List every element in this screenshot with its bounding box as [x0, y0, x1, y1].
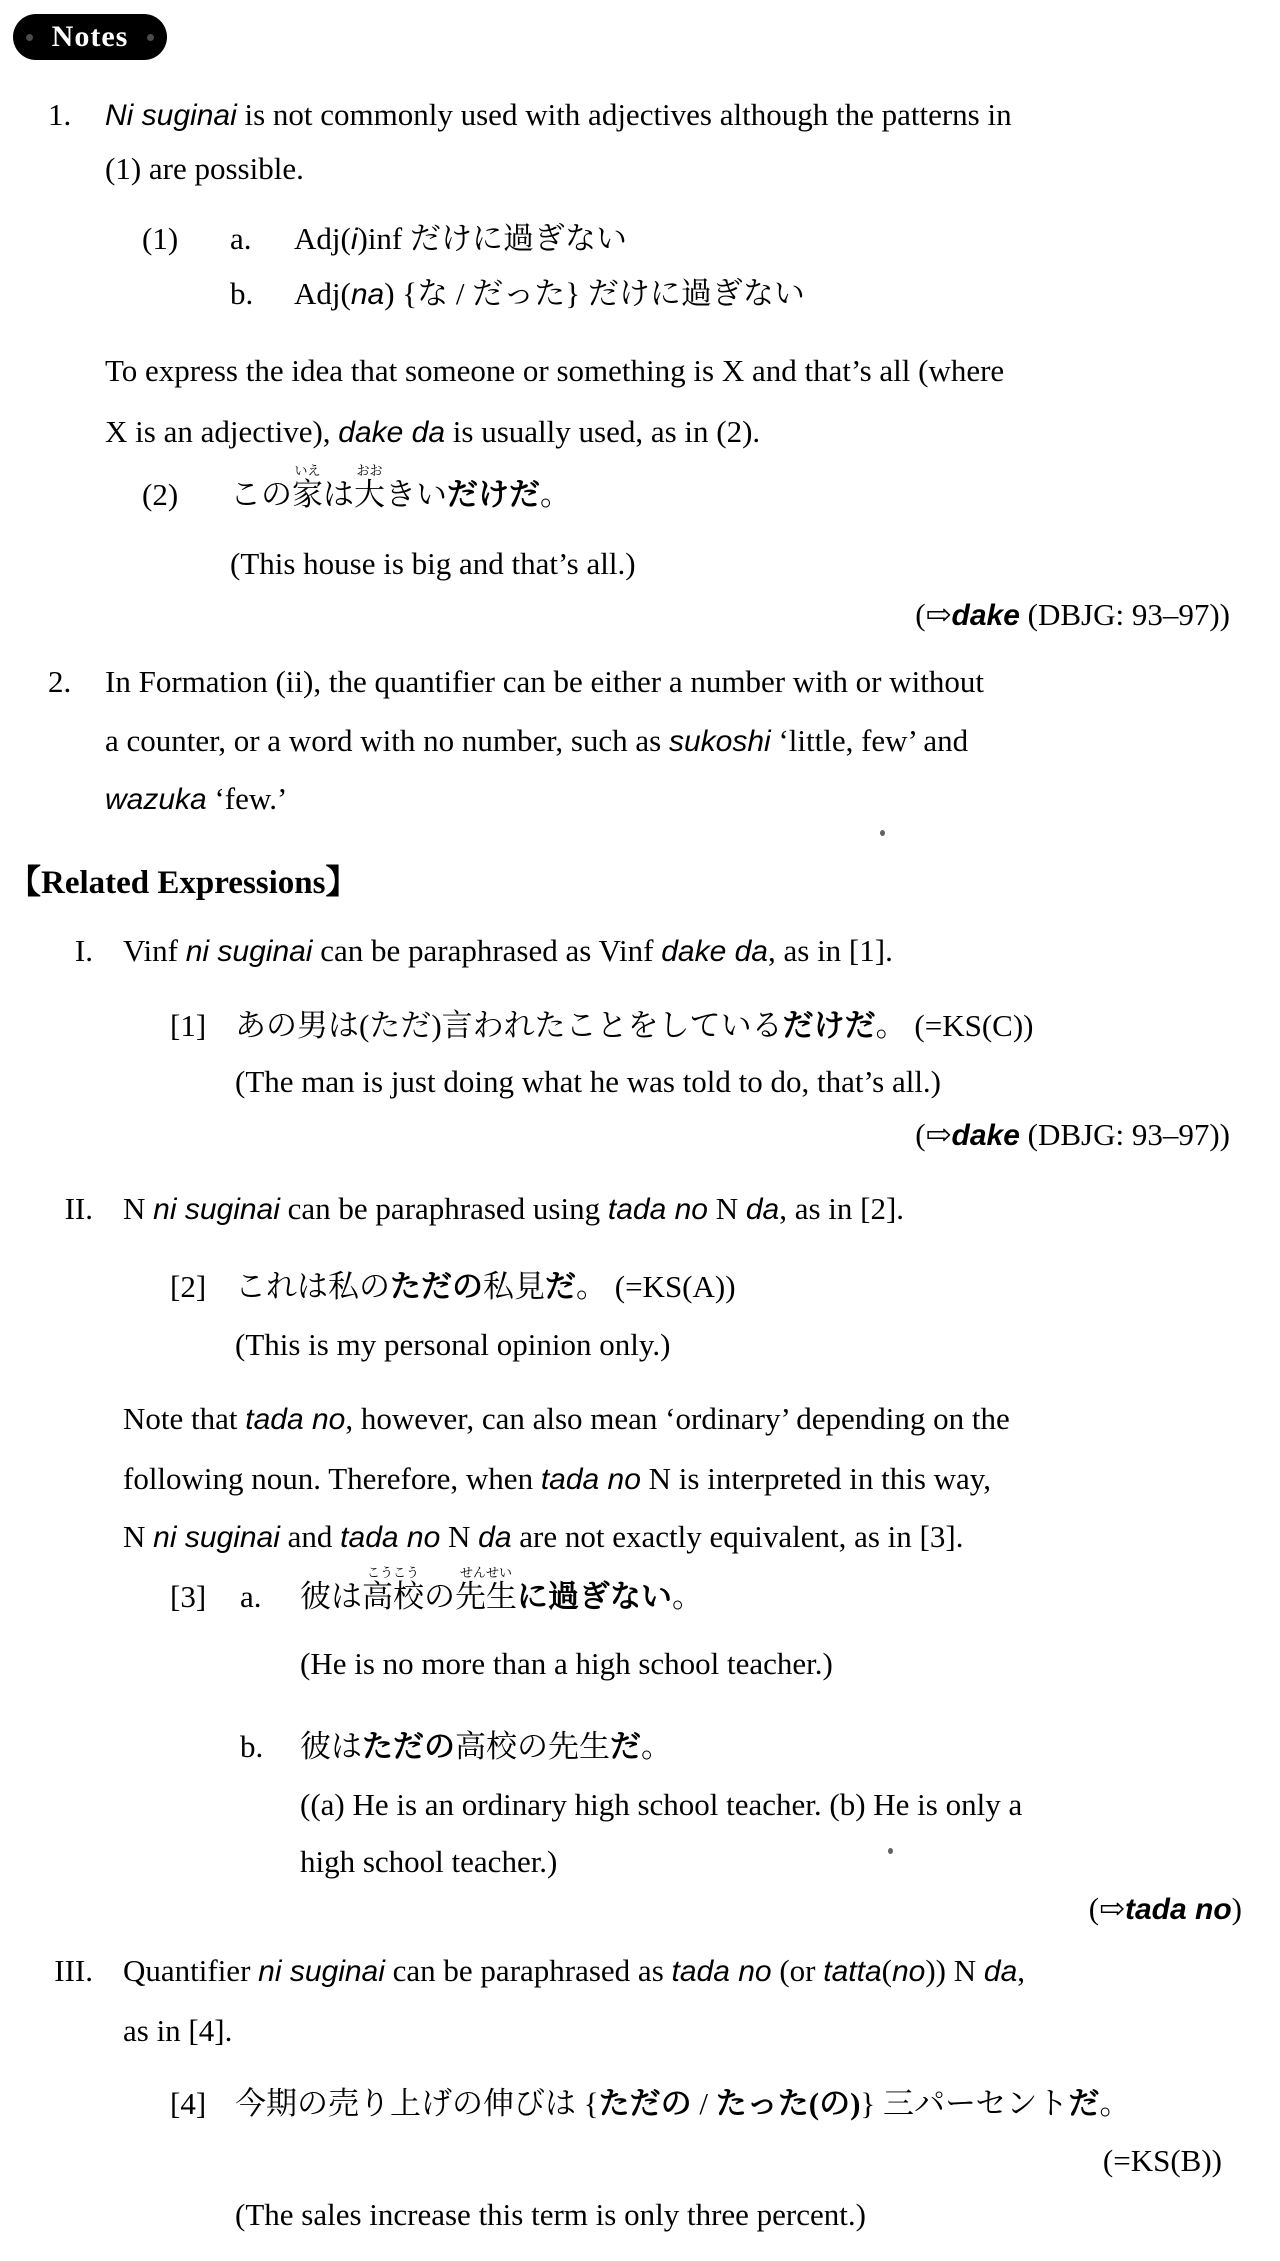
text-segment: だ — [1068, 2086, 1100, 2121]
text-segment: N — [440, 1519, 479, 1554]
note-1-number: 1. — [48, 97, 72, 132]
text-segment: dake da — [338, 416, 446, 449]
example-3a-label: a. — [240, 1579, 262, 1614]
text-segment: 私見 — [483, 1269, 545, 1304]
formation-1-label: (1) — [142, 221, 179, 256]
text-segment: 。 — [540, 477, 571, 512]
example-3a-row — [170, 1565, 703, 1617]
example-3b-gloss-line-2: high school teacher.) — [300, 1844, 558, 1879]
print-speck — [880, 830, 885, 836]
example-3b-japanese — [300, 1728, 672, 1767]
example-ks2-japanese — [235, 1268, 736, 1307]
text-segment: ただの — [390, 1269, 483, 1304]
ruby-annotated-text — [455, 1565, 517, 1614]
text-segment: (⇨ — [915, 597, 952, 632]
text-segment: as in [4]. — [123, 2013, 233, 2048]
example-ks1-row — [170, 1007, 1034, 1046]
text-segment: ni suginai — [258, 1955, 385, 1988]
text-segment: ただの — [598, 2086, 692, 2121]
note-2-number: 2. — [48, 664, 72, 699]
text-segment: a counter, or a word with no number, such as — [105, 723, 669, 758]
tada-no-note-line-3 — [123, 1518, 963, 1557]
note-2-line-2 — [105, 722, 968, 761]
text-segment: これは私の — [235, 1269, 390, 1304]
example-ks4-label: [4] — [170, 2086, 207, 2121]
text-segment: , as in [2]. — [779, 1191, 905, 1226]
example-3b-label: b. — [240, 1729, 264, 1764]
notes-badge-label: Notes — [51, 20, 129, 53]
text-segment: is usually used, as in (2). — [445, 414, 761, 449]
text-segment: tada no — [671, 1955, 772, 1988]
example-3b-gloss-line-1: ((a) He is an ordinary high school teacher. (b) He is only a — [300, 1787, 1023, 1822]
text-segment: tada no — [245, 1403, 346, 1436]
example-ks1-gloss: (The man is just doing what he was told to do, that’s all.) — [235, 1064, 942, 1099]
example-ks2-label: [2] — [170, 1269, 207, 1304]
text-segment: following noun. Therefore, when — [123, 1461, 541, 1496]
related-entry-3-numeral: III. — [54, 1953, 93, 1988]
example-ks4-row — [170, 2085, 1130, 2124]
text-segment: Adj( — [294, 221, 351, 256]
badge-ornament-left-icon — [26, 34, 33, 41]
text-segment: / — [691, 2086, 716, 2121]
tada-no-note-line-2 — [123, 1460, 991, 1499]
text-segment: can be paraphrased using — [279, 1191, 608, 1226]
related-entry-3-text-line-1 — [123, 1952, 1025, 1991]
formation-1a-row — [142, 220, 627, 259]
text-segment: に過ぎない — [517, 1579, 672, 1614]
text-segment: In Formation (ii), the quantifier can be either a number with or without — [105, 664, 984, 699]
example-3a-japanese — [300, 1565, 703, 1617]
text-segment: ni suginai — [185, 935, 313, 968]
text-segment: tada no — [1125, 1893, 1232, 1926]
text-segment: da — [478, 1521, 512, 1554]
note-1-line-1 — [48, 96, 1012, 135]
text-segment: N — [707, 1191, 746, 1226]
text-segment: wazuka — [105, 783, 207, 816]
text-segment: Vinf — [123, 933, 186, 968]
text-segment: この — [230, 477, 292, 512]
example-3b-reference — [1089, 1891, 1242, 1927]
text-segment: Adj( — [294, 276, 351, 311]
formation-1a-text — [294, 220, 627, 259]
text-segment: i — [350, 223, 358, 256]
example-2-gloss: (This house is big and that’s all.) — [230, 546, 636, 581]
text-segment: N is interpreted in this way, — [640, 1461, 992, 1496]
text-segment: ) {な / だった} だけに過ぎない — [384, 276, 805, 311]
related-entry-3-text-line-2 — [123, 2012, 232, 2051]
ruby-base-text: 大 — [354, 477, 385, 512]
text-segment: Ni suginai — [105, 99, 237, 132]
text-segment: da — [983, 1955, 1018, 1988]
example-ks1-reference — [915, 1117, 1230, 1153]
text-segment: dake — [951, 599, 1020, 632]
example-ks4-japanese — [235, 2085, 1130, 2124]
text-segment: だけだ — [447, 477, 540, 512]
example-3a-gloss: (He is no more than a high school teacher.) — [300, 1646, 833, 1681]
formation-1b-text — [294, 275, 805, 314]
ruby-annotated-text — [292, 463, 323, 512]
text-segment: To express the idea that someone or something is X and that’s all (where — [105, 353, 1005, 388]
note-2-line-1 — [48, 663, 984, 702]
text-segment: は — [323, 477, 354, 512]
text-segment: X is an adjective), — [105, 414, 339, 449]
furigana-annotation: おお — [354, 463, 385, 478]
text-segment: ( — [881, 1953, 892, 1988]
ruby-base-text: 家 — [292, 477, 323, 512]
furigana-annotation: こうこう — [362, 1565, 424, 1580]
badge-ornament-right-icon — [147, 34, 154, 41]
related-entry-1-numeral: I. — [74, 933, 93, 968]
ruby-annotated-text — [354, 463, 385, 512]
related-entry-2-numeral: II. — [64, 1191, 93, 1226]
text-segment: N — [123, 1519, 154, 1554]
note-1-text — [105, 96, 1012, 135]
formation-1b-label: b. — [230, 276, 254, 311]
text-segment: たった(の) — [715, 2086, 861, 2121]
text-segment: だ — [610, 1729, 641, 1764]
text-segment: Note that — [123, 1401, 246, 1436]
example-3b-row — [240, 1728, 672, 1767]
note-2-line-3 — [105, 780, 287, 819]
formation-1b-row — [230, 275, 805, 314]
example-ks4-reference: (=KS(B)) — [1102, 2143, 1222, 2178]
example-ks4-gloss: (The sales increase this term is only three percent.) — [235, 2197, 866, 2232]
text-segment: } 三パーセント — [860, 2086, 1069, 2121]
text-segment: ‘few.’ — [206, 781, 288, 816]
example-2-japanese — [230, 463, 571, 515]
note-1-line-2 — [105, 150, 304, 189]
text-segment: 。 — [641, 1729, 672, 1764]
related-entry-1-text — [123, 932, 893, 971]
furigana-annotation: せんせい — [455, 1565, 517, 1580]
text-segment: Quantifier — [123, 1953, 259, 1988]
text-segment: )) N — [925, 1953, 984, 1988]
text-segment: can be paraphrased as — [384, 1953, 672, 1988]
text-segment: 。 (=KS(C)) — [875, 1008, 1034, 1043]
text-segment: , as in [1]. — [768, 933, 893, 968]
text-segment: (DBJG: 93–97)) — [1019, 597, 1230, 632]
text-segment: tada no — [607, 1193, 708, 1226]
furigana-annotation: いえ — [292, 463, 323, 478]
note-1-para-line-1 — [105, 352, 1004, 391]
example-2-row — [142, 463, 571, 515]
text-segment: ni suginai — [153, 1521, 280, 1554]
example-2-reference — [915, 597, 1230, 633]
text-segment: あの男は(ただ)言われたことをしている — [235, 1008, 783, 1043]
text-segment: 。 — [1099, 2086, 1131, 2121]
text-segment: dake da — [661, 935, 768, 968]
text-segment: 彼は — [300, 1579, 362, 1614]
text-segment: tada no — [340, 1521, 441, 1554]
text-segment: tada no — [540, 1463, 641, 1496]
formation-1a-label: a. — [230, 221, 252, 256]
text-segment: の — [424, 1579, 455, 1614]
example-ks1-label: [1] — [170, 1008, 207, 1043]
example-ks1-japanese — [235, 1007, 1034, 1046]
note-1-para-line-2 — [105, 413, 760, 452]
text-segment: 高校の先生 — [455, 1729, 610, 1764]
text-segment: na — [350, 278, 385, 311]
example-ks2-gloss: (This is my personal opinion only.) — [235, 1327, 671, 1362]
text-segment: 今期の売り上げの伸びは { — [235, 2086, 599, 2121]
text-segment: ‘little, few’ and — [770, 723, 969, 758]
text-segment: sukoshi — [668, 725, 771, 758]
text-segment: (DBJG: 93–97)) — [1019, 1117, 1230, 1152]
related-entry-2 — [30, 1190, 904, 1229]
related-entry-3 — [30, 1952, 1025, 1991]
text-segment: N — [123, 1191, 154, 1226]
text-segment: ) — [1231, 1891, 1242, 1926]
related-entry-1 — [30, 932, 893, 971]
text-segment: (⇨ — [1088, 1891, 1125, 1926]
text-segment: (or — [771, 1953, 824, 1988]
ruby-base-text: 高校 — [362, 1579, 424, 1614]
note-2-text — [105, 663, 984, 702]
text-segment: can be paraphrased as Vinf — [312, 933, 662, 968]
text-segment: are not exactly equivalent, as in [3]. — [511, 1519, 964, 1554]
ruby-base-text: 先生 — [455, 1579, 517, 1614]
text-segment: , — [1017, 1953, 1026, 1988]
text-segment: 。 (=KS(A)) — [576, 1269, 736, 1304]
print-speck — [888, 1848, 893, 1854]
text-segment: tatta — [823, 1955, 882, 1988]
text-segment: ただの — [362, 1729, 455, 1764]
text-segment: (1) are possible. — [105, 151, 304, 186]
text-segment: ni suginai — [153, 1193, 280, 1226]
text-segment: (⇨ — [915, 1117, 952, 1152]
text-segment: だけだ — [782, 1008, 876, 1043]
text-segment: is not commonly used with adjectives although the patterns in — [236, 97, 1012, 132]
example-ks2-row — [170, 1268, 736, 1307]
text-segment: )inf だけに過ぎない — [357, 221, 628, 256]
text-segment: だ — [545, 1269, 576, 1304]
text-segment: 彼は — [300, 1729, 362, 1764]
related-entry-2-text — [123, 1190, 904, 1229]
ruby-annotated-text — [362, 1565, 424, 1614]
tada-no-note-line-1 — [123, 1400, 1010, 1439]
text-segment: dake — [951, 1119, 1020, 1152]
example-2-label: (2) — [142, 477, 179, 512]
text-segment: , however, can also mean ‘ordinary’ depending on the — [345, 1401, 1010, 1436]
example-3-label: [3] — [170, 1579, 207, 1614]
related-expressions-heading: 【Related Expressions】 — [8, 865, 359, 901]
notes-section-badge — [13, 14, 167, 60]
text-segment: 。 — [672, 1579, 703, 1614]
text-segment: and — [279, 1519, 341, 1554]
text-segment: きい — [385, 477, 447, 512]
text-segment: da — [745, 1193, 780, 1226]
text-segment: no — [891, 1955, 926, 1988]
